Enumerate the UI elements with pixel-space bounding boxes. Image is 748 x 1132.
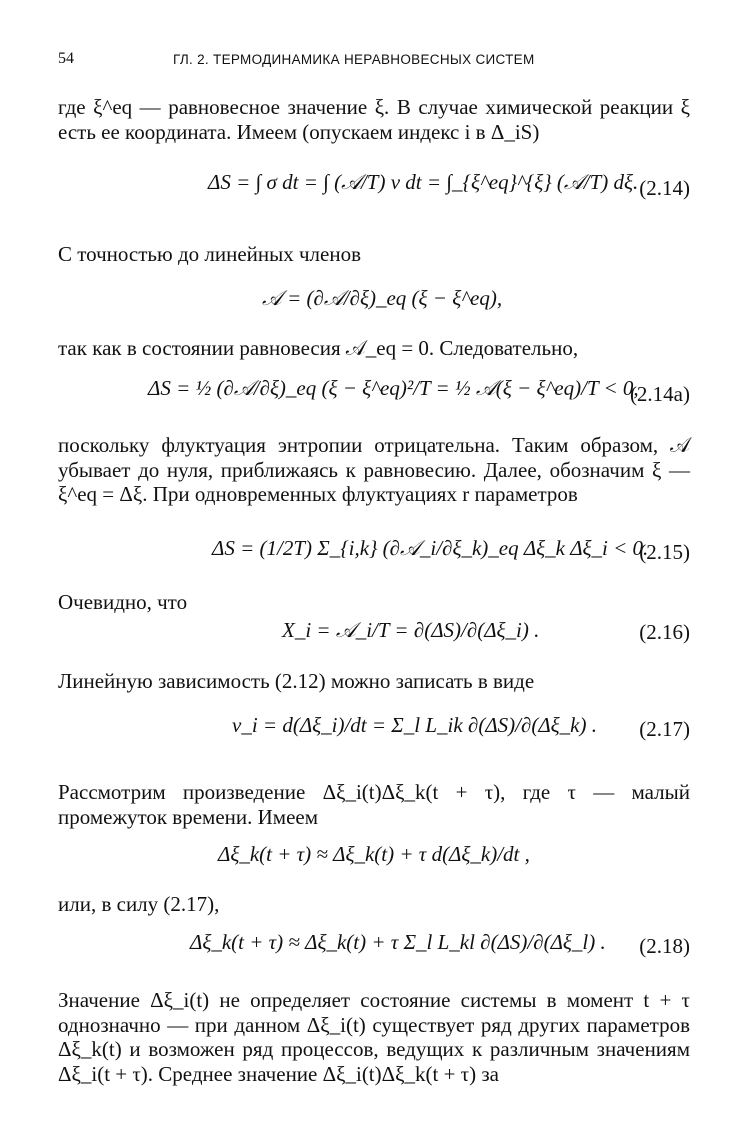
paragraph-4 xyxy=(58,433,690,507)
paragraph-6: Линейную зависимость (2.12) можно записать в виде xyxy=(58,669,535,693)
paragraph-5: Очевидно, что xyxy=(58,590,188,614)
paragraph-1-text: где ξ^eq — равновесное значение ξ. В случае химической реакции ξ есть ее координата. Имеем (опускаем индекс i в Δ_iS) xyxy=(58,95,690,144)
equation-2-18-expr: Δξ_k(t + τ) ≈ Δξ_k(t) + τ Σ_l L_kl ∂(ΔS)/∂(Δξ_l) . xyxy=(190,930,606,954)
page-number: 54 xyxy=(58,50,74,67)
paragraph-9 xyxy=(58,988,690,1086)
equation-affinity xyxy=(262,286,502,311)
equation-2-16-expr: X_i = 𝒜_i/T = ∂(ΔS)/∂(Δξ_i) . xyxy=(282,618,540,642)
paragraph-9-text: Значение Δξ_i(t) не определяет состояние системы в момент t + τ однозначно — при данном Δξ_i(t) существует ряд других параметров Δξ_k(t) и возможен ряд процессов, ведущих к различным значениям Δξ_i(t + τ). Среднее значение Δξ_i(t)Δξ_k(t + τ) за xyxy=(58,988,690,1086)
paragraph-3: так как в состоянии равновесия 𝒜_eq = 0. Следовательно, xyxy=(58,336,579,360)
chapter-title: ГЛ. 2. ТЕРМОДИНАМИКА НЕРАВНОВЕСНЫХ СИСТЕМ xyxy=(173,52,535,67)
equation-2-14a-expr: ΔS = ½ (∂𝒜/∂ξ)_eq (ξ − ξ^eq)²/T = ½ 𝒜(ξ − ξ^eq)/T < 0, xyxy=(148,376,639,400)
equation-2-17 xyxy=(232,713,597,738)
equation-2-14a-label: (2.14a) xyxy=(629,382,690,406)
running-header xyxy=(58,50,690,76)
equation-2-14-expr: ΔS = ∫ σ dt = ∫ (𝒜/T) v dt = ∫_{ξ^eq}^{ξ} (𝒜/T) dξ. xyxy=(208,170,639,194)
equation-2-14a xyxy=(148,376,639,401)
equation-2-14-label: (2.14) xyxy=(639,176,690,200)
equation-2-15-label: (2.15) xyxy=(639,540,690,564)
equation-2-16 xyxy=(282,618,539,643)
equation-2-16-label: (2.16) xyxy=(639,620,690,644)
equation-2-18-label: (2.18) xyxy=(639,934,690,958)
equation-2-17-label: (2.17) xyxy=(639,717,690,741)
paragraph-7-text: Рассмотрим произведение Δξ_i(t)Δξ_k(t + τ), где τ — малый промежуток времени. Имеем xyxy=(58,780,690,829)
equation-2-17-expr: v_i = d(Δξ_i)/dt = Σ_l L_ik ∂(ΔS)/∂(Δξ_k) . xyxy=(232,713,597,737)
equation-2-15-expr: ΔS = (1/2T) Σ_{i,k} (∂𝒜_i/∂ξ_k)_eq Δξ_k Δξ_i < 0. xyxy=(212,536,649,560)
equation-expansion-expr: Δξ_k(t + τ) ≈ Δξ_k(t) + τ d(Δξ_k)/dt , xyxy=(218,842,530,866)
paragraph-8: или, в силу (2.17), xyxy=(58,892,220,916)
equation-2-18 xyxy=(190,930,606,955)
paragraph-1 xyxy=(58,95,690,144)
paragraph-2: С точностью до линейных членов xyxy=(58,242,362,266)
equation-affinity-expr: 𝒜 = (∂𝒜/∂ξ)_eq (ξ − ξ^eq), xyxy=(262,286,503,310)
paragraph-4-text: поскольку флуктуация энтропии отрицательна. Таким образом, 𝒜 убывает до нуля, приближаясь к равновесию. Далее, обозначим ξ — ξ^eq = Δξ. При одновременных флуктуациях r параметров xyxy=(58,433,690,506)
equation-expansion xyxy=(218,842,530,867)
equation-2-14 xyxy=(208,170,638,195)
equation-2-15 xyxy=(212,536,648,561)
paragraph-7 xyxy=(58,780,690,829)
